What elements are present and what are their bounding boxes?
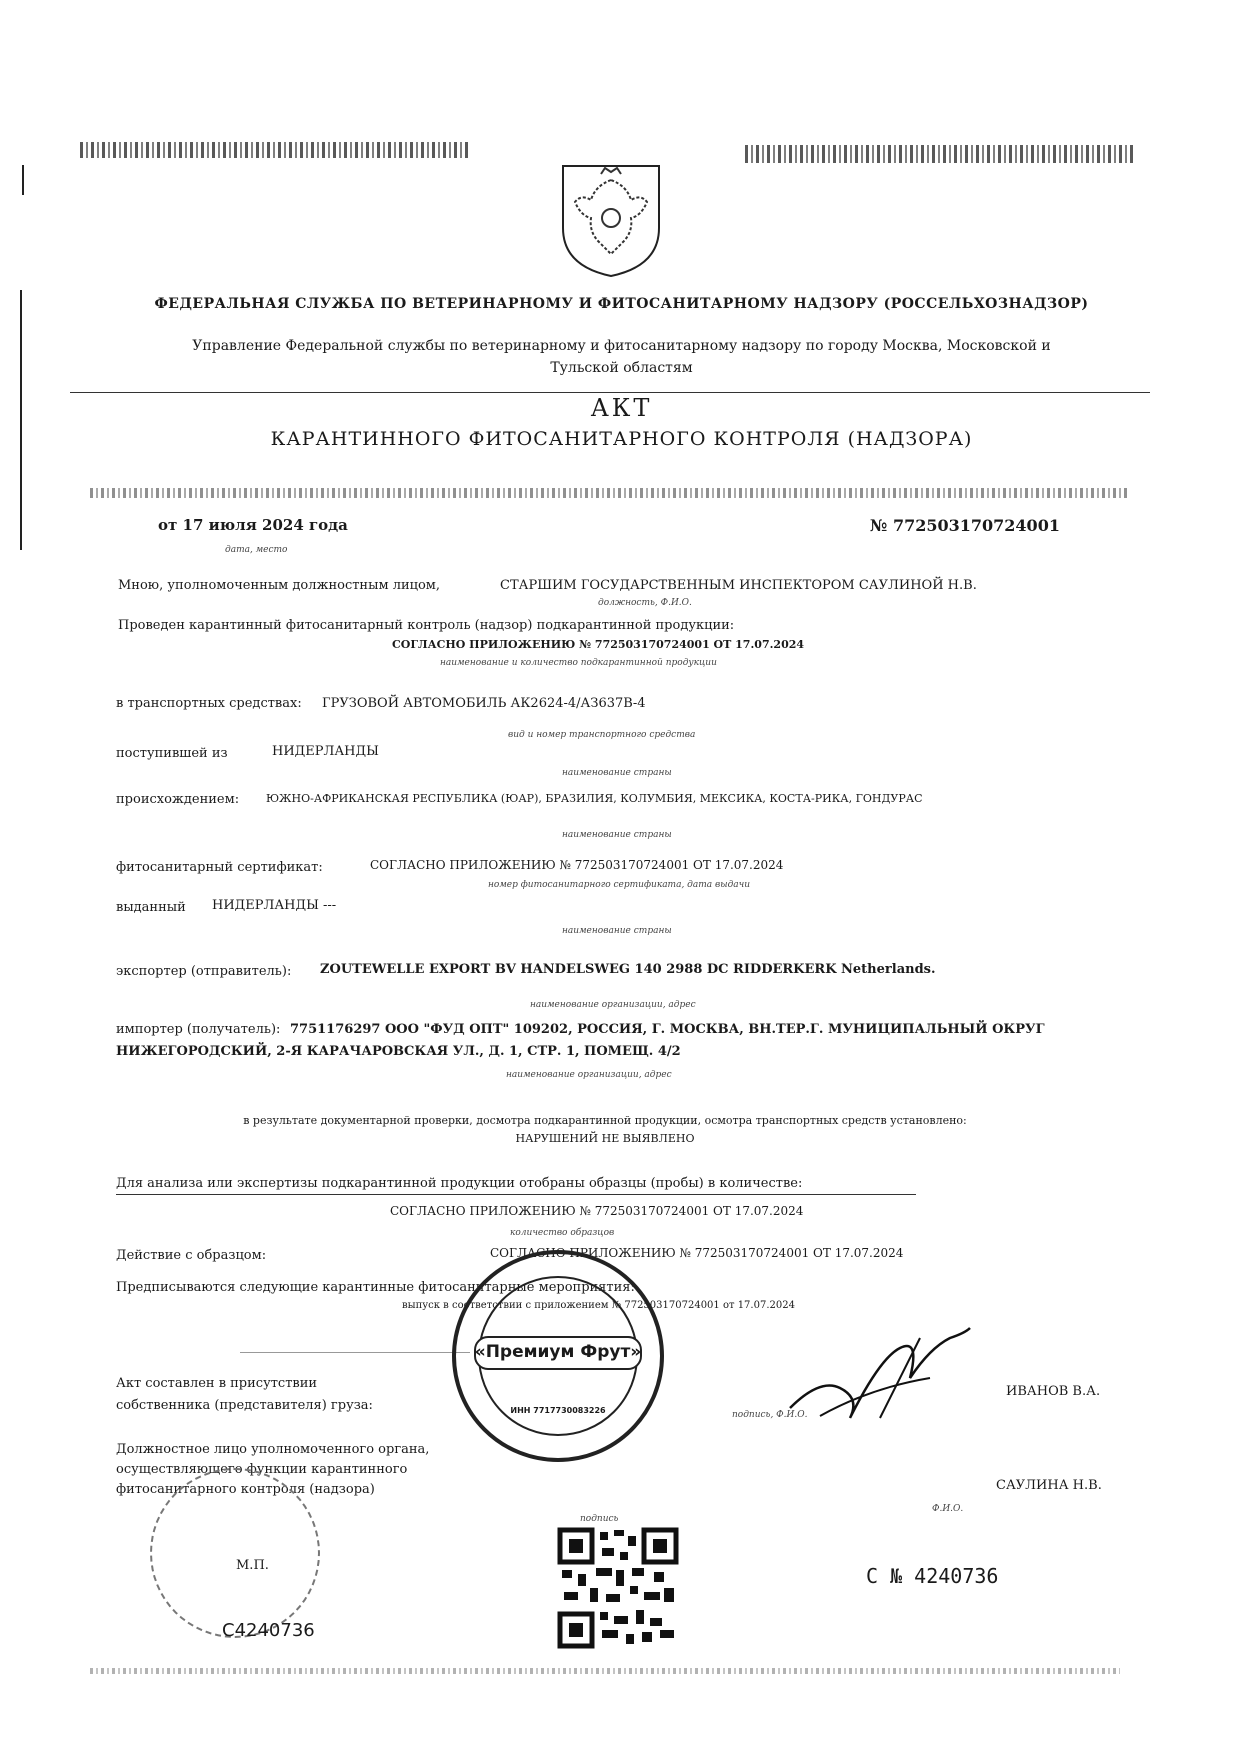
transport-caption: вид и номер транспортного средства [508, 730, 696, 740]
origin-value: ЮЖНО-АФРИКАНСКАЯ РЕСПУБЛИКА (ЮАР), БРАЗИЛИЯ, КОЛУМБИЯ, МЕКСИКА, КОСТА-РИКА, ГОНДУРАС [266, 792, 923, 805]
official-caption: Ф.И.О. [932, 1504, 964, 1514]
samples-underline [116, 1194, 916, 1195]
owner-caption: подпись, Ф.И.О. [732, 1410, 808, 1420]
presence-line-1: Акт составлен в присутствии [116, 1376, 318, 1391]
exporter-label: экспортер (отправитель): [116, 964, 292, 979]
transport-label: в транспортных средствах: [116, 696, 302, 711]
seal-mp-label: М.П. [236, 1558, 269, 1573]
header-noise-right [745, 145, 1135, 163]
control-caption: наименование и количество подкарантинной продукции [440, 658, 717, 668]
document-date: от 17 июля 2024 года [158, 516, 348, 534]
presence-line-2: собственника (представителя) груза: [116, 1398, 373, 1413]
owner-name: ИВАНОВ В.А. [1006, 1384, 1101, 1399]
header-divider [70, 392, 1150, 393]
origin-label: происхождением: [116, 792, 240, 807]
from-value: НИДЕРЛАНДЫ [272, 744, 379, 759]
issued-label: выданный [116, 900, 186, 915]
department-line-1: Управление Федеральной службы по ветеринарному и фитосанитарному надзору по городу Москва, Московской и [192, 338, 1051, 354]
header-noise-left [80, 142, 470, 158]
issued-value: НИДЕРЛАНДЫ --- [212, 898, 337, 913]
cert-caption: номер фитосанитарного сертификата, дата выдачи [488, 880, 751, 890]
exporter-caption: наименование организации, адрес [530, 1000, 696, 1010]
control-value: СОГЛАСНО ПРИЛОЖЕНИЮ № 772503170724001 ОТ 17.07.2024 [392, 638, 805, 651]
qr-code-icon [556, 1526, 680, 1650]
importer-value-1: 7751176297 ООО "ФУД ОПТ" 109202, РОССИЯ, Г. МОСКВА, ВН.ТЕР.Г. МУНИЦИПАЛЬНЫЙ ОКРУГ [290, 1022, 1045, 1037]
control-label: Проведен карантинный фитосанитарный контроль (надзор) подкарантинной продукции: [118, 618, 735, 633]
scan-margin-mark [20, 290, 22, 550]
from-caption: наименование страны [562, 768, 672, 778]
official-line-3: фитосанитарного контроля (надзора) [116, 1482, 375, 1497]
official-line-1: Должностное лицо уполномоченного органа, [116, 1442, 430, 1457]
inspector-caption: должность, Ф.И.О. [598, 598, 692, 608]
samples-label: Для анализа или экспертизы подкарантинной продукции отобраны образцы (пробы) в количестве: [116, 1176, 803, 1191]
cert-value: СОГЛАСНО ПРИЛОЖЕНИЮ № 772503170724001 ОТ 17.07.2024 [370, 858, 784, 872]
transport-value: ГРУЗОВОЙ АВТОМОБИЛЬ АК2624-4/АЗ637В-4 [322, 696, 646, 711]
measures-value: выпуск в соответствии с приложением № 772503170724001 от 17.07.2024 [402, 1300, 795, 1311]
official-line-2: осуществляющего функции карантинного [116, 1462, 408, 1477]
coat-of-arms-icon [555, 158, 667, 280]
document-number: № 772503170724001 [870, 516, 1060, 535]
samples-caption: количество образцов [510, 1228, 615, 1238]
company-stamp [452, 1250, 664, 1462]
document-title: АКТ [590, 394, 653, 422]
seal-serial: С4240736 [222, 1620, 315, 1641]
owner-signature-icon [780, 1318, 980, 1428]
measures-underline [240, 1352, 470, 1353]
measures-label: Предписываются следующие карантинные фитосанитарные мероприятия: [116, 1280, 635, 1295]
origin-caption: наименование страны [562, 830, 672, 840]
importer-caption: наименование организации, адрес [506, 1070, 672, 1080]
official-name: САУЛИНА Н.В. [996, 1478, 1102, 1493]
action-value: СОГЛАСНО ПРИЛОЖЕНИЮ № 772503170724001 ОТ 17.07.2024 [490, 1246, 904, 1260]
importer-label: импортер (получатель): [116, 1022, 281, 1037]
cert-label: фитосанитарный сертификат: [116, 860, 323, 875]
samples-value: СОГЛАСНО ПРИЛОЖЕНИЮ № 772503170724001 ОТ 17.07.2024 [390, 1204, 804, 1218]
agency-title: ФЕДЕРАЛЬНАЯ СЛУЖБА ПО ВЕТЕРИНАРНОМУ И ФИТОСАНИТАРНОМУ НАДЗОРУ (РОССЕЛЬХОЗНАДЗОР) [154, 296, 1089, 312]
company-stamp-text: «Премиум Фрут» [474, 1342, 642, 1362]
result-line-1: в результате документарной проверки, досмотра подкарантинной продукции, осмотра транспортных средств установлено: [243, 1114, 967, 1127]
importer-value-2: НИЖЕГОРОДСКИЙ, 2-Я КАРАЧАРОВСКАЯ УЛ., Д. 1, СТР. 1, ПОМЕЩ. 4/2 [116, 1044, 681, 1059]
action-label: Действие с образцом: [116, 1248, 267, 1263]
issued-caption: наименование страны [562, 926, 672, 936]
sign-caption: подпись [580, 1514, 619, 1524]
company-stamp-inn: ИНН 7717730083226 [510, 1406, 606, 1415]
form-serial: С № 4240736 [866, 1564, 999, 1588]
exporter-value: ZOUTEWELLE EXPORT BV HANDELSWEG 140 2988 DC RIDDERKERK Netherlands. [320, 962, 936, 977]
inspector-value: СТАРШИМ ГОСУДАРСТВЕННЫМ ИНСПЕКТОРОМ САУЛИНОЙ Н.В. [500, 578, 977, 593]
department-line-2: Тульской областям [550, 360, 693, 376]
from-label: поступившей из [116, 746, 228, 761]
scan-margin-mark [22, 165, 24, 195]
official-seal [150, 1468, 320, 1638]
footer-noise [90, 1668, 1120, 1674]
date-caption: дата, место [225, 545, 288, 555]
inspector-label: Мною, уполномоченным должностным лицом, [118, 578, 441, 593]
subtitle-noise [90, 488, 1130, 498]
document-subtitle: КАРАНТИННОГО ФИТОСАНИТАРНОГО КОНТРОЛЯ (НАДЗОРА) [270, 428, 973, 450]
result-line-2: НАРУШЕНИЙ НЕ ВЫЯВЛЕНО [515, 1132, 695, 1145]
